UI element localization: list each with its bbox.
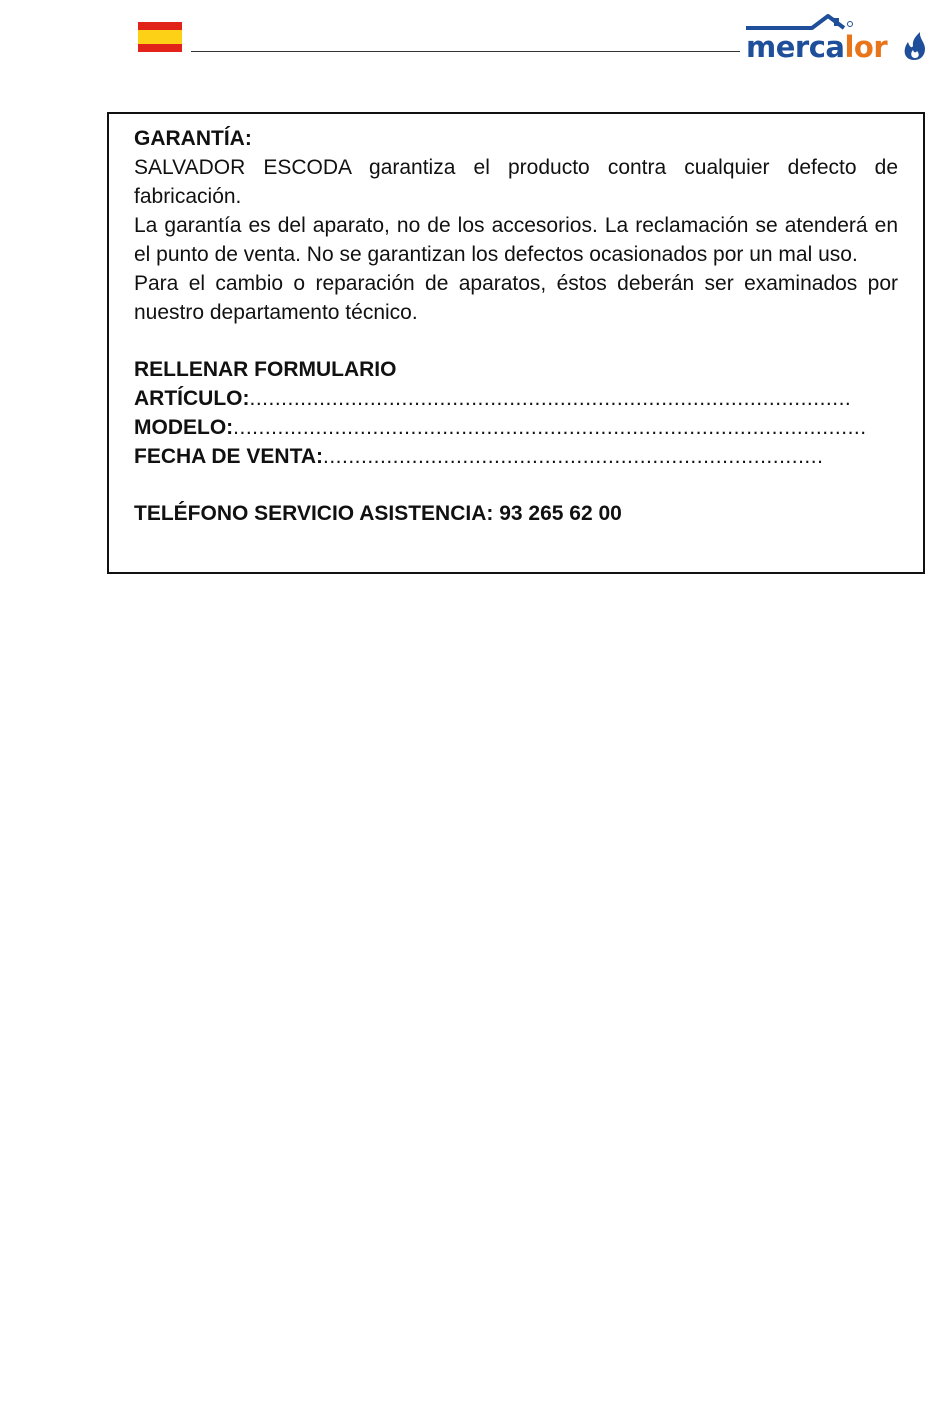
form-field-dots: ............................................................................................... [249,387,852,410]
warranty-paragraph-3: Para el cambio o reparación de aparatos, éstos deberán ser examinados por nuestro departamento técnico. [134,272,898,324]
section-spacer [134,471,898,499]
support-phone-line [134,499,898,528]
mercalor-logo [742,10,932,64]
support-phone-label: TELÉFONO SERVICIO ASISTENCIA: [134,502,494,525]
form-field-label: MODELO: [134,416,234,439]
flame-icon [742,10,932,64]
form-field-label: FECHA DE VENTA: [134,445,323,468]
warranty-title: GARANTÍA: [134,127,252,150]
flag-stripe-top [138,22,182,30]
warranty-paragraph-2: La garantía es del aparato, no de los accesorios. La reclamación se atenderá en el punto de venta. No se garantizan los defectos ocasionados por un mal uso. [134,214,898,266]
flag-stripe-middle [138,30,182,44]
spain-flag-icon [138,22,182,52]
section-spacer [134,327,898,355]
warranty-paragraph-1: SALVADOR ESCODA garantiza el producto contra cualquier defecto de fabricación. [134,156,898,208]
form-field-dots: ............................................................................... [323,445,824,468]
form-field-label: ARTÍCULO: [134,387,250,410]
warranty-content [134,124,898,528]
form-field-modelo [134,413,898,442]
logo-text-merca: merca [746,30,845,64]
form-field-fecha-venta [134,442,898,471]
support-phone-number: 93 265 62 00 [499,502,622,525]
logo-text-lor: lor [844,30,888,64]
form-heading: RELLENAR FORMULARIO [134,358,397,381]
form-field-articulo [134,384,898,413]
form-field-dots: .................................................................................................... [233,416,867,439]
flag-stripe-bottom [138,44,182,52]
header-rule [191,51,740,52]
warranty-box [107,112,925,574]
